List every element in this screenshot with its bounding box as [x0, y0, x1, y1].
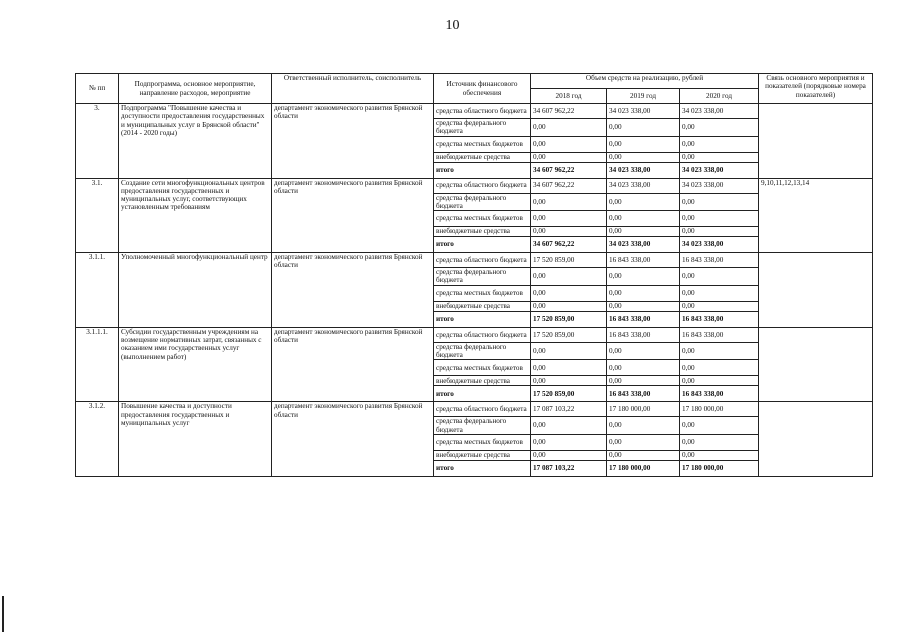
table-row — [76, 178, 873, 193]
table-row — [76, 253, 873, 268]
row-amount-2019: 0,00 — [607, 342, 680, 360]
row-amount-2019: 16 843 338,00 — [607, 386, 680, 402]
row-amount-2019: 0,00 — [607, 376, 680, 386]
row-executor: департамент экономического развития Брянской области — [272, 178, 434, 253]
row-amount-2020: 16 843 338,00 — [680, 386, 759, 402]
row-indicator-link — [759, 104, 873, 179]
row-amount-2018: 0,00 — [531, 119, 607, 137]
row-source: внебюджетные средства — [434, 152, 531, 162]
row-source: средства местных бюджетов — [434, 360, 531, 376]
row-amount-2019: 0,00 — [607, 211, 680, 227]
row-amount-2018: 17 520 859,00 — [531, 386, 607, 402]
row-source: внебюджетные средства — [434, 376, 531, 386]
row-amount-2019: 0,00 — [607, 227, 680, 237]
row-amount-2020: 0,00 — [680, 450, 759, 460]
row-source: итого — [434, 386, 531, 402]
row-code: 3.1.1. — [76, 253, 119, 328]
row-amount-2018: 0,00 — [531, 301, 607, 311]
scan-edge-mark — [2, 596, 4, 632]
row-source: средства местных бюджетов — [434, 434, 531, 450]
row-amount-2018: 0,00 — [531, 227, 607, 237]
row-amount-2018: 17 087 103,22 — [531, 402, 607, 417]
header-executor: Ответственный исполнитель, соисполнитель — [272, 74, 434, 104]
row-amount-2018: 17 520 859,00 — [531, 327, 607, 342]
row-amount-2019: 0,00 — [607, 417, 680, 435]
budget-table-body — [76, 104, 873, 477]
row-amount-2019: 34 023 338,00 — [607, 104, 680, 119]
row-amount-2019: 0,00 — [607, 301, 680, 311]
row-executor: департамент экономического развития Брянской области — [272, 253, 434, 328]
row-source: средства федерального бюджета — [434, 268, 531, 286]
row-code: 3.1.2. — [76, 402, 119, 477]
row-amount-2020: 0,00 — [680, 268, 759, 286]
row-amount-2020: 16 843 338,00 — [680, 311, 759, 327]
row-source: средства областного бюджета — [434, 402, 531, 417]
row-amount-2020: 0,00 — [680, 342, 759, 360]
row-amount-2018: 17 520 859,00 — [531, 253, 607, 268]
row-source: средства областного бюджета — [434, 327, 531, 342]
page-number: 10 — [445, 18, 460, 33]
row-program-name: Повышение качества и доступности предоставления государственных и муниципальных услуг — [119, 402, 272, 477]
row-amount-2019: 0,00 — [607, 450, 680, 460]
row-code: 3.1. — [76, 178, 119, 253]
row-amount-2018: 0,00 — [531, 417, 607, 435]
header-num: № пп — [76, 74, 119, 104]
row-amount-2018: 34 607 962,22 — [531, 162, 607, 178]
row-amount-2020: 0,00 — [680, 193, 759, 211]
row-source: средства федерального бюджета — [434, 342, 531, 360]
row-amount-2019: 0,00 — [607, 434, 680, 450]
row-indicator-link — [759, 253, 873, 328]
row-source: внебюджетные средства — [434, 301, 531, 311]
row-source: средства федерального бюджета — [434, 417, 531, 435]
row-amount-2020: 0,00 — [680, 152, 759, 162]
row-amount-2019: 0,00 — [607, 193, 680, 211]
row-amount-2020: 0,00 — [680, 119, 759, 137]
header-year-2020: 2020 год — [680, 89, 759, 104]
row-amount-2020: 0,00 — [680, 434, 759, 450]
row-amount-2019: 16 843 338,00 — [607, 311, 680, 327]
row-amount-2018: 0,00 — [531, 450, 607, 460]
row-amount-2018: 34 607 962,22 — [531, 178, 607, 193]
header-link: Связь основного мероприятия и показателей (порядковые номера показателей) — [759, 74, 873, 104]
row-amount-2019: 0,00 — [607, 136, 680, 152]
row-amount-2019: 34 023 338,00 — [607, 178, 680, 193]
row-amount-2018: 0,00 — [531, 342, 607, 360]
row-amount-2020: 0,00 — [680, 360, 759, 376]
row-amount-2018: 17 520 859,00 — [531, 311, 607, 327]
row-amount-2018: 0,00 — [531, 211, 607, 227]
row-amount-2018: 0,00 — [531, 285, 607, 301]
budget-table — [75, 73, 873, 477]
row-amount-2018: 0,00 — [531, 376, 607, 386]
header-year-2019: 2019 год — [607, 89, 680, 104]
row-amount-2020: 0,00 — [680, 285, 759, 301]
row-source: итого — [434, 237, 531, 253]
row-amount-2018: 0,00 — [531, 268, 607, 286]
row-amount-2018: 34 607 962,22 — [531, 237, 607, 253]
table-row — [76, 402, 873, 417]
row-code: 3.1.1.1. — [76, 327, 119, 402]
row-amount-2020: 16 843 338,00 — [680, 253, 759, 268]
row-program-name: Субсидии государственным учреждениям на возмещение нормативных затрат, связанных с оказанием ими государственных услуг (выполнением работ) — [119, 327, 272, 402]
row-source: внебюджетные средства — [434, 450, 531, 460]
table-row — [76, 104, 873, 119]
row-code: 3. — [76, 104, 119, 179]
row-amount-2018: 0,00 — [531, 193, 607, 211]
row-amount-2018: 0,00 — [531, 434, 607, 450]
row-amount-2020: 0,00 — [680, 417, 759, 435]
row-amount-2019: 0,00 — [607, 360, 680, 376]
row-amount-2019: 0,00 — [607, 268, 680, 286]
table-row — [76, 327, 873, 342]
header-program: Подпрограмма, основное мероприятие, направление расходов, мероприятие — [119, 74, 272, 104]
row-amount-2018: 0,00 — [531, 152, 607, 162]
row-amount-2019: 16 843 338,00 — [607, 327, 680, 342]
header-source: Источник финансового обеспечения — [434, 74, 531, 104]
header-amount-group: Объем средств на реализацию, рублей — [531, 74, 759, 89]
row-amount-2020: 0,00 — [680, 376, 759, 386]
row-amount-2020: 34 023 338,00 — [680, 162, 759, 178]
row-amount-2020: 34 023 338,00 — [680, 104, 759, 119]
row-source: средства областного бюджета — [434, 178, 531, 193]
row-amount-2019: 16 843 338,00 — [607, 253, 680, 268]
row-source: итого — [434, 460, 531, 476]
row-executor: департамент экономического развития Брянской области — [272, 402, 434, 477]
row-amount-2019: 0,00 — [607, 285, 680, 301]
row-program-name: Подпрограмма "Повышение качества и доступности предоставления государственных и муниципальных услуг в Брянской области" (2014 - 2020 годы) — [119, 104, 272, 179]
row-amount-2018: 34 607 962,22 — [531, 104, 607, 119]
row-amount-2020: 0,00 — [680, 136, 759, 152]
row-amount-2018: 0,00 — [531, 136, 607, 152]
row-source: средства местных бюджетов — [434, 136, 531, 152]
row-executor: департамент экономического развития Брянской области — [272, 327, 434, 402]
row-amount-2020: 17 180 000,00 — [680, 460, 759, 476]
row-executor: департамент экономического развития Брянской области — [272, 104, 434, 179]
row-amount-2020: 16 843 338,00 — [680, 327, 759, 342]
row-amount-2020: 34 023 338,00 — [680, 237, 759, 253]
row-source: средства федерального бюджета — [434, 119, 531, 137]
row-amount-2020: 0,00 — [680, 227, 759, 237]
row-indicator-link: 9,10,11,12,13,14 — [759, 178, 873, 253]
row-amount-2020: 0,00 — [680, 301, 759, 311]
row-indicator-link — [759, 402, 873, 477]
row-amount-2019: 17 180 000,00 — [607, 460, 680, 476]
row-source: внебюджетные средства — [434, 227, 531, 237]
row-source: средства федерального бюджета — [434, 193, 531, 211]
row-source: средства местных бюджетов — [434, 211, 531, 227]
header-year-2018: 2018 год — [531, 89, 607, 104]
row-source: средства местных бюджетов — [434, 285, 531, 301]
row-amount-2018: 17 087 103,22 — [531, 460, 607, 476]
row-source: итого — [434, 162, 531, 178]
row-program-name: Уполномоченный многофункциональный центр — [119, 253, 272, 328]
row-amount-2019: 0,00 — [607, 152, 680, 162]
row-amount-2019: 17 180 000,00 — [607, 402, 680, 417]
row-amount-2019: 34 023 338,00 — [607, 237, 680, 253]
row-amount-2020: 0,00 — [680, 211, 759, 227]
row-amount-2020: 34 023 338,00 — [680, 178, 759, 193]
row-amount-2019: 34 023 338,00 — [607, 162, 680, 178]
row-source: итого — [434, 311, 531, 327]
row-amount-2020: 17 180 000,00 — [680, 402, 759, 417]
row-source: средства областного бюджета — [434, 253, 531, 268]
row-amount-2019: 0,00 — [607, 119, 680, 137]
row-amount-2018: 0,00 — [531, 360, 607, 376]
row-source: средства областного бюджета — [434, 104, 531, 119]
row-indicator-link — [759, 327, 873, 402]
row-program-name: Создание сети многофункциональных центров предоставления государственных и муниципальных услуг, соответствующих установленным требованиям — [119, 178, 272, 253]
